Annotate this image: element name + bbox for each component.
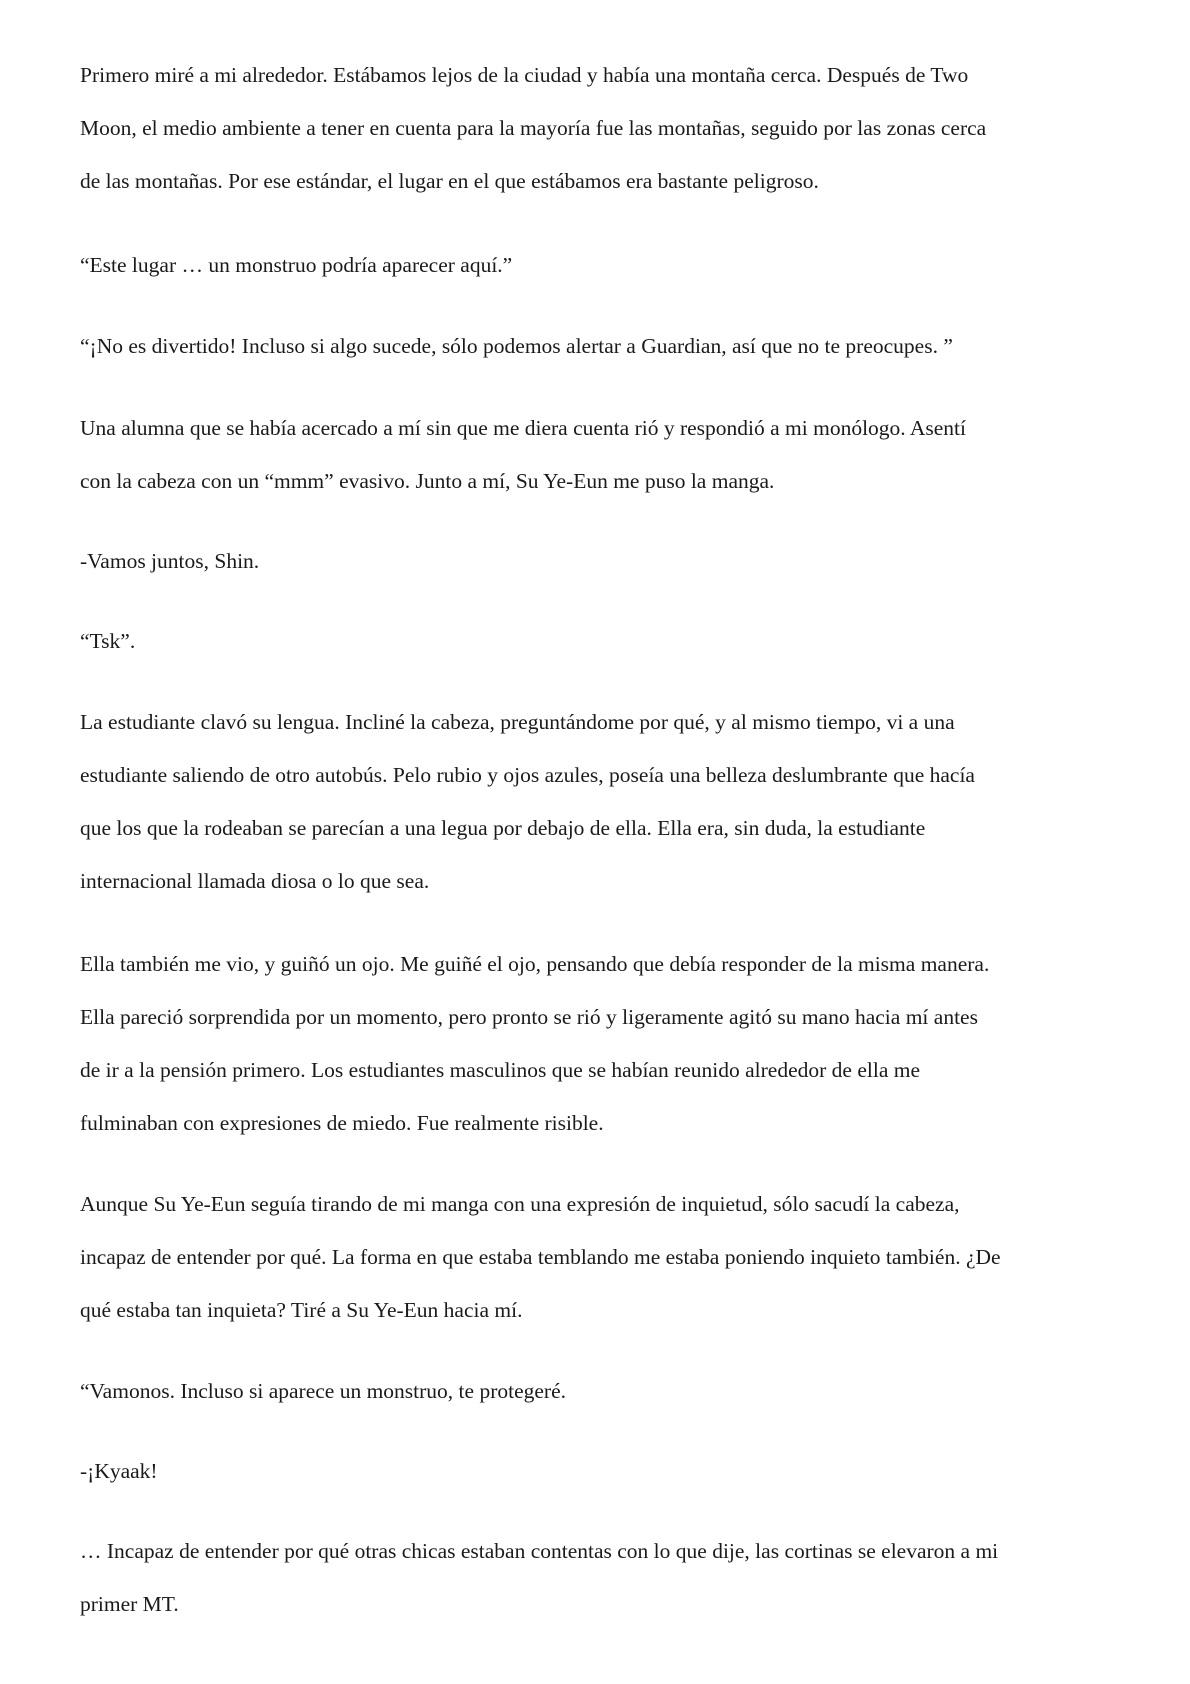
paragraph-1 (80, 49, 1120, 208)
paragraph-10 (80, 1365, 1120, 1418)
paragraph-12 (80, 1525, 1120, 1631)
text-line: “Tsk”. (80, 629, 136, 653)
text-line: Una alumna que se había acercado a mí sin que me diera cuenta rió y respondió a mi monólogo. Asentí (80, 416, 967, 440)
paragraph-2 (80, 239, 1120, 292)
text-line: “¡No es divertido! Incluso si algo sucede, sólo podemos alertar a Guardian, así que no te preocupes. ” (80, 334, 953, 358)
text-line: Ella pareció sorprendida por un momento, pero pronto se rió y ligeramente agitó su mano hacia mí antes (80, 1005, 978, 1029)
paragraph-4 (80, 402, 1120, 508)
paragraph-8 (80, 938, 1120, 1150)
paragraph-11 (80, 1445, 1120, 1498)
text-line: internacional llamada diosa o lo que sea. (80, 869, 430, 893)
text-line: “Vamonos. Incluso si aparece un monstruo, te protegeré. (80, 1379, 566, 1403)
text-line: … Incapaz de entender por qué otras chicas estaban contentas con lo que dije, las cortinas se elevaron a mi (80, 1539, 999, 1563)
text-line: -¡Kyaak! (80, 1459, 158, 1483)
text-line: estudiante saliendo de otro autobús. Pelo rubio y ojos azules, poseía una belleza deslumbrante que hacía (80, 763, 975, 787)
paragraph-9 (80, 1178, 1120, 1337)
text-line: “Este lugar … un monstruo podría aparecer aquí.” (80, 253, 513, 277)
text-line: -Vamos juntos, Shin. (80, 549, 260, 573)
text-line: La estudiante clavó su lengua. Incliné la cabeza, preguntándome por qué, y al mismo tiempo, vi a una (80, 710, 955, 734)
text-line: Ella también me vio, y guiñó un ojo. Me guiñé el ojo, pensando que debía responder de la misma manera. (80, 952, 990, 976)
text-line: de las montañas. Por ese estándar, el lugar en el que estábamos era bastante peligroso. (80, 169, 819, 193)
text-line: de ir a la pensión primero. Los estudiantes masculinos que se habían reunido alrededor de ella me (80, 1058, 921, 1082)
text-line: Aunque Su Ye-Eun seguía tirando de mi manga con una expresión de inquietud, sólo sacudí la cabeza, (80, 1192, 960, 1216)
paragraph-5 (80, 535, 1120, 588)
text-line: primer MT. (80, 1592, 179, 1616)
paragraph-7 (80, 696, 1120, 908)
paragraph-6 (80, 615, 1120, 668)
text-line: que los que la rodeaban se parecían a una legua por debajo de ella. Ella era, sin duda, la estudiante (80, 816, 926, 840)
text-line: fulminaban con expresiones de miedo. Fue realmente risible. (80, 1111, 604, 1135)
text-line: Moon, el medio ambiente a tener en cuenta para la mayoría fue las montañas, seguido por las zonas cerca (80, 116, 987, 140)
paragraph-3 (80, 320, 1120, 373)
text-line: incapaz de entender por qué. La forma en que estaba temblando me estaba poniendo inquieto también. ¿De (80, 1245, 1001, 1269)
text-line: con la cabeza con un “mmm” evasivo. Junto a mí, Su Ye-Eun me puso la manga. (80, 469, 775, 493)
text-line: qué estaba tan inquieta? Tiré a Su Ye-Eun hacia mí. (80, 1298, 523, 1322)
text-line: Primero miré a mi alrededor. Estábamos lejos de la ciudad y había una montaña cerca. Después de Two (80, 63, 969, 87)
